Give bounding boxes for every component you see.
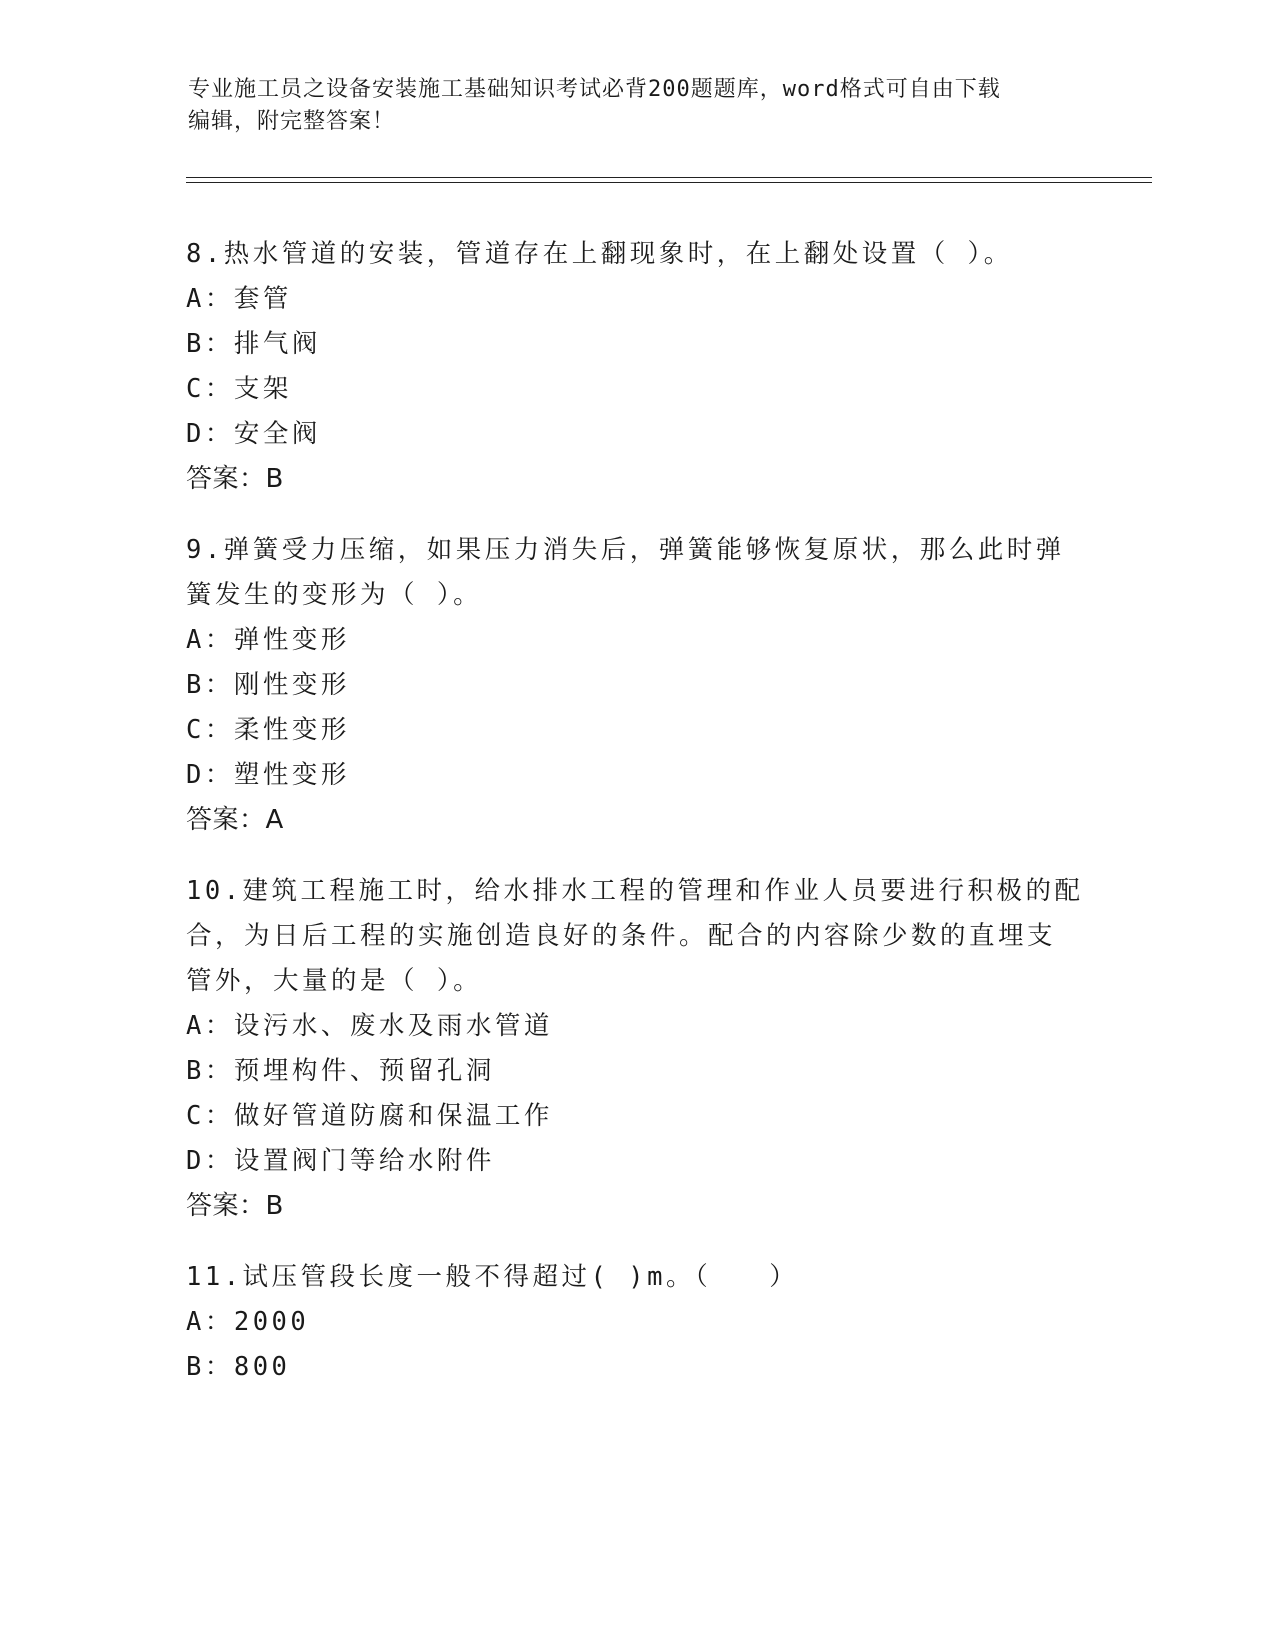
option-b: B：排气阀 xyxy=(186,329,321,359)
question-text-line-2: 合，为日后工程的实施创造良好的条件。配合的内容除少数的直埋支 xyxy=(186,921,1057,951)
question-text: 8.热水管道的安装，管道存在上翻现象时，在上翻处设置（ ）。 xyxy=(186,239,1013,269)
option-a: A：套管 xyxy=(186,284,292,314)
question-9 xyxy=(186,528,1086,843)
option-d: D：塑性变形 xyxy=(186,760,350,790)
option-d: D：安全阀 xyxy=(186,419,321,449)
question-text-line-3: 管外，大量的是（ ）。 xyxy=(186,966,483,996)
option-a: A：设污水、废水及雨水管道 xyxy=(186,1011,553,1041)
option-c: C：支架 xyxy=(186,374,292,404)
answer: 答案：B xyxy=(186,464,284,494)
question-text-line-1: 9.弹簧受力压缩，如果压力消失后，弹簧能够恢复原状，那么此时弹 xyxy=(186,535,1065,565)
header-divider-bottom xyxy=(186,182,1152,183)
document-header xyxy=(188,74,1068,138)
question-8 xyxy=(186,232,1086,502)
option-b: B：预埋构件、预留孔洞 xyxy=(186,1056,495,1086)
question-text-line-1: 10.建筑工程施工时，给水排水工程的管理和作业人员要进行积极的配 xyxy=(186,876,1084,906)
header-line-1: 专业施工员之设备安装施工基础知识考试必背200题题库，word格式可自由下载 xyxy=(188,77,1001,102)
option-a: A：2000 xyxy=(186,1307,310,1337)
question-10 xyxy=(186,869,1086,1229)
header-divider-top xyxy=(186,177,1152,178)
question-list xyxy=(186,232,1086,1416)
question-11 xyxy=(186,1255,1086,1390)
header-line-2: 编辑，附完整答案！ xyxy=(188,109,396,134)
option-b: B：刚性变形 xyxy=(186,670,350,700)
question-text-line-2: 簧发生的变形为（ ）。 xyxy=(186,580,483,610)
option-d: D：设置阀门等给水附件 xyxy=(186,1146,495,1176)
question-text: 11.试压管段长度一般不得超过( )m。（ ） xyxy=(186,1262,799,1292)
answer: 答案：B xyxy=(186,1191,284,1221)
option-b: B：800 xyxy=(186,1352,291,1382)
option-c: C：柔性变形 xyxy=(186,715,350,745)
option-a: A：弹性变形 xyxy=(186,625,350,655)
answer: 答案：A xyxy=(186,805,284,835)
option-c: C：做好管道防腐和保温工作 xyxy=(186,1101,553,1131)
